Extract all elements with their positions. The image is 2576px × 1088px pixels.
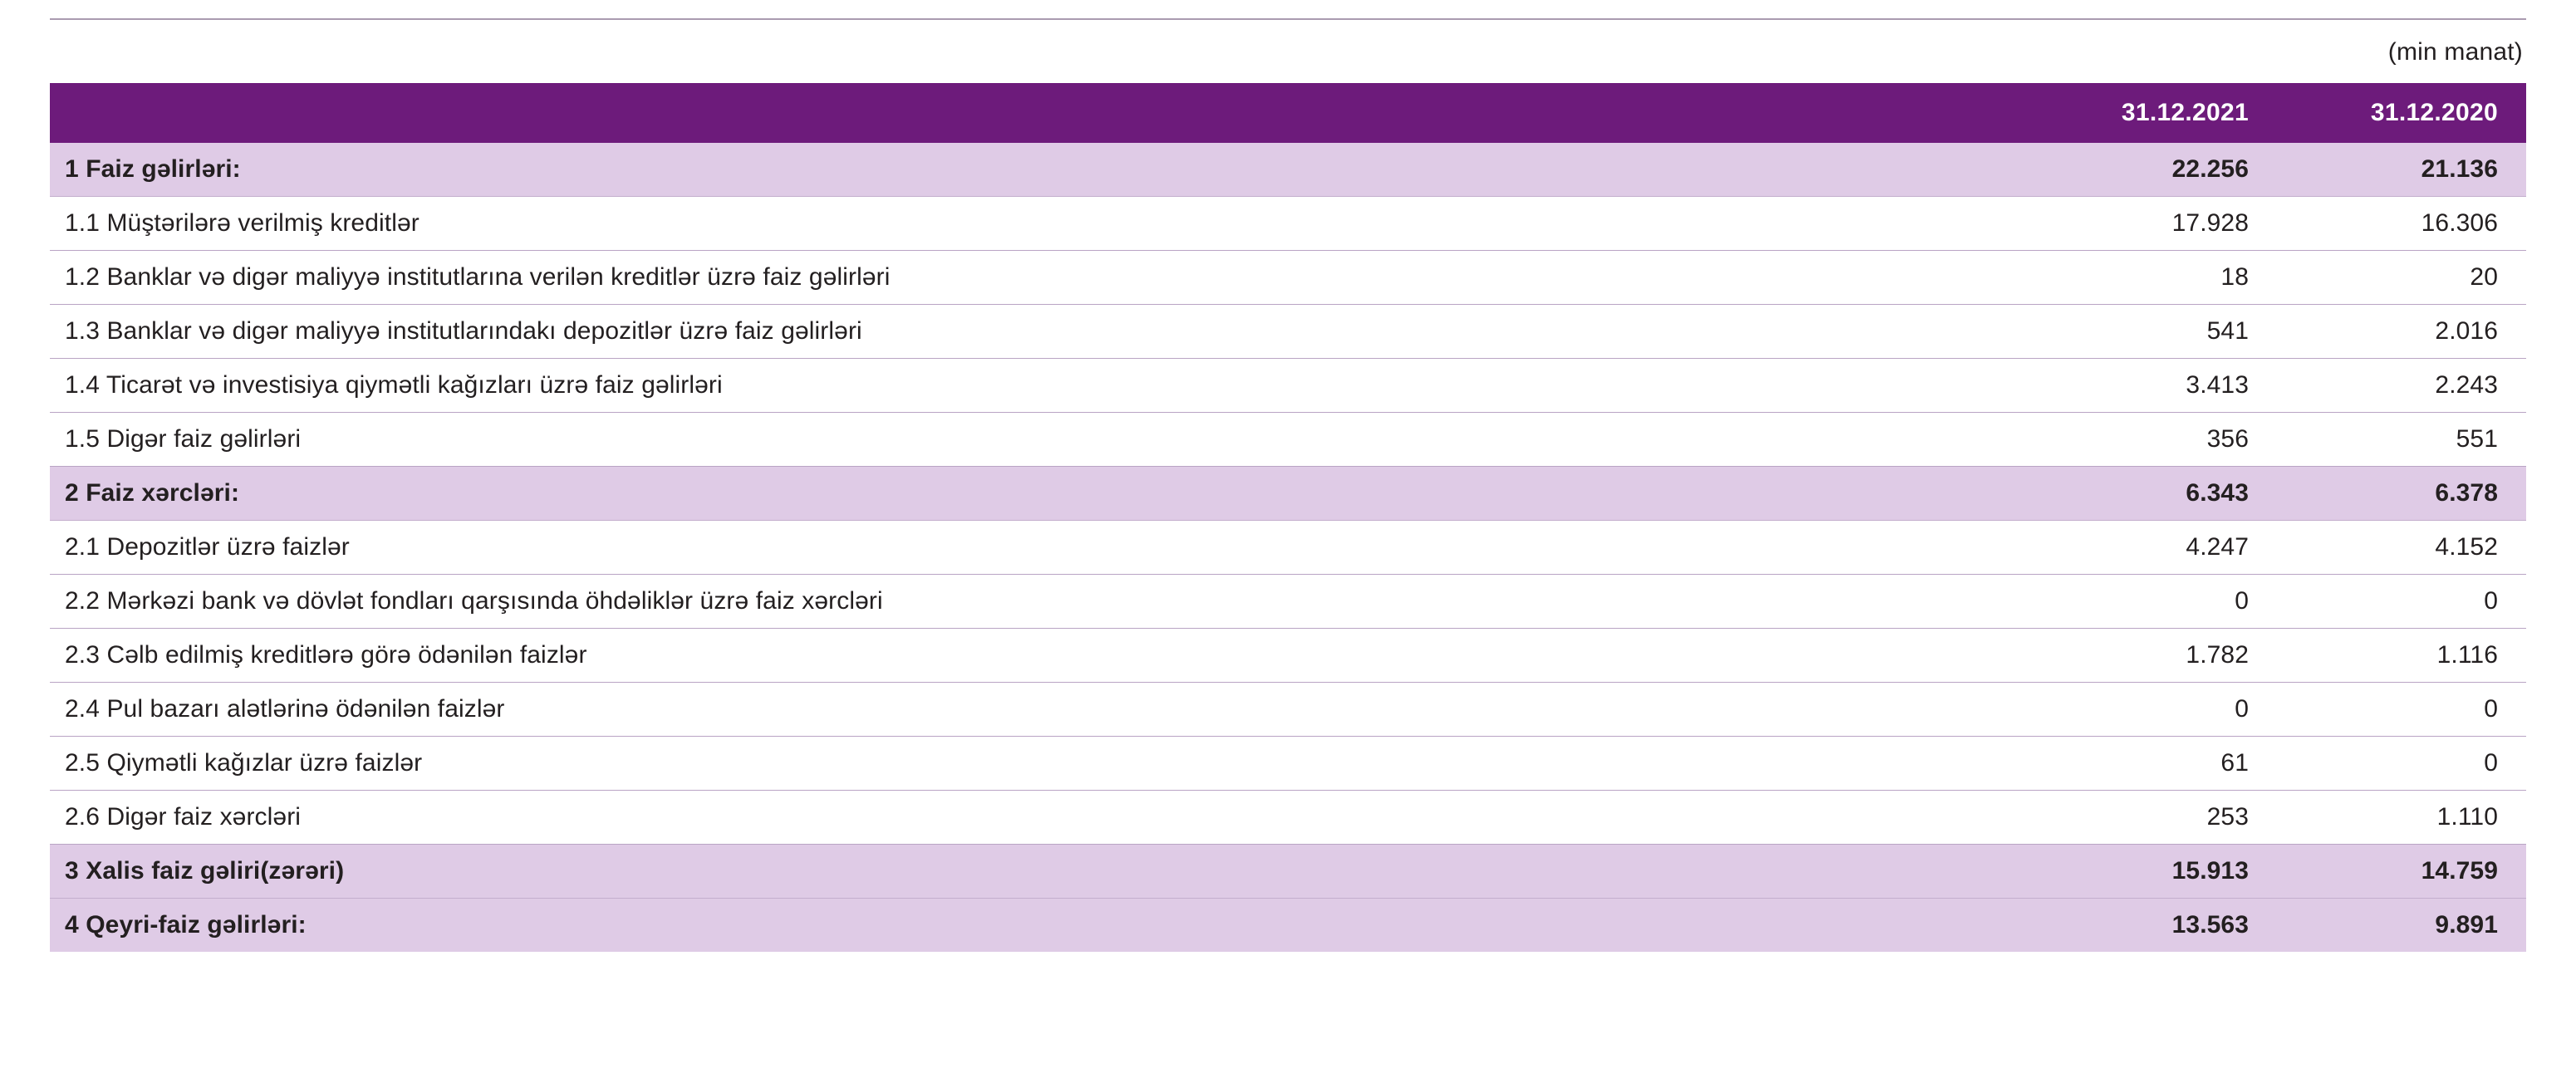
row-label: 1 Faiz gəlirləri:: [50, 143, 2028, 197]
table-row: [50, 251, 2526, 305]
row-label: 2 Faiz xərcləri:: [50, 467, 2028, 521]
table-row: [50, 845, 2526, 899]
top-divider: [50, 18, 2526, 20]
row-value-2020: 16.306: [2277, 197, 2526, 251]
row-value-2020: 1.116: [2277, 629, 2526, 683]
row-value-2021: 18: [2028, 251, 2277, 305]
row-label: 1.2 Banklar və digər maliyyə institutlarına verilən kreditlər üzrə faiz gəlirləri: [50, 251, 2028, 305]
row-value-2020: 1.110: [2277, 791, 2526, 845]
row-label: 1.4 Ticarət və investisiya qiymətli kağızları üzrə faiz gəlirləri: [50, 359, 2028, 413]
unit-note: (min manat): [2387, 38, 2523, 66]
table-row: [50, 521, 2526, 575]
row-label: 2.6 Digər faiz xərcləri: [50, 791, 2028, 845]
row-value-2021: 356: [2028, 413, 2277, 467]
table-row: [50, 899, 2526, 953]
row-label: 4 Qeyri-faiz gəlirləri:: [50, 899, 2028, 953]
row-label: 2.4 Pul bazarı alətlərinə ödənilən faizlər: [50, 683, 2028, 737]
table-row: [50, 683, 2526, 737]
row-value-2021: 13.563: [2028, 899, 2277, 953]
table-row: [50, 359, 2526, 413]
table-row: [50, 305, 2526, 359]
row-value-2020: 9.891: [2277, 899, 2526, 953]
row-value-2021: 0: [2028, 575, 2277, 629]
row-value-2021: 15.913: [2028, 845, 2277, 899]
column-header-label: [50, 83, 2028, 143]
financial-statement-page: [0, 18, 2576, 1088]
table-row: [50, 413, 2526, 467]
row-value-2020: 0: [2277, 575, 2526, 629]
row-value-2021: 6.343: [2028, 467, 2277, 521]
table-row: [50, 791, 2526, 845]
row-value-2021: 253: [2028, 791, 2277, 845]
row-value-2021: 0: [2028, 683, 2277, 737]
table-row: [50, 629, 2526, 683]
row-label: 2.1 Depozitlər üzrə faizlər: [50, 521, 2028, 575]
row-label: 2.2 Mərkəzi bank və dövlət fondları qarşısında öhdəliklər üzrə faiz xərcləri: [50, 575, 2028, 629]
row-value-2021: 3.413: [2028, 359, 2277, 413]
row-label: 2.5 Qiymətli kağızlar üzrə faizlər: [50, 737, 2028, 791]
row-value-2021: 17.928: [2028, 197, 2277, 251]
row-value-2020: 14.759: [2277, 845, 2526, 899]
table-row: [50, 143, 2526, 197]
row-value-2020: 0: [2277, 737, 2526, 791]
row-value-2020: 20: [2277, 251, 2526, 305]
column-header-2020: 31.12.2020: [2277, 83, 2526, 143]
table-row: [50, 737, 2526, 791]
row-label: 1.5 Digər faiz gəlirləri: [50, 413, 2028, 467]
row-value-2020: 6.378: [2277, 467, 2526, 521]
row-value-2021: 1.782: [2028, 629, 2277, 683]
row-label: 2.3 Cəlb edilmiş kreditlərə görə ödənilən faizlər: [50, 629, 2028, 683]
interest-income-expense-table: [50, 83, 2526, 952]
row-value-2020: 0: [2277, 683, 2526, 737]
row-label: 3 Xalis faiz gəliri(zərəri): [50, 845, 2028, 899]
row-value-2020: 2.016: [2277, 305, 2526, 359]
row-label: 1.3 Banklar və digər maliyyə institutlarındakı depozitlər üzrə faiz gəlirləri: [50, 305, 2028, 359]
table-row: [50, 575, 2526, 629]
column-header-2021: 31.12.2021: [2028, 83, 2277, 143]
table-row: [50, 197, 2526, 251]
table-header: [50, 83, 2526, 143]
row-value-2021: 22.256: [2028, 143, 2277, 197]
row-value-2021: 4.247: [2028, 521, 2277, 575]
row-value-2020: 2.243: [2277, 359, 2526, 413]
table-row: [50, 467, 2526, 521]
row-value-2021: 61: [2028, 737, 2277, 791]
row-value-2020: 21.136: [2277, 143, 2526, 197]
table-body: [50, 143, 2526, 952]
table-header-row: [50, 83, 2526, 143]
row-label: 1.1 Müştərilərə verilmiş kreditlər: [50, 197, 2028, 251]
row-value-2021: 541: [2028, 305, 2277, 359]
row-value-2020: 551: [2277, 413, 2526, 467]
row-value-2020: 4.152: [2277, 521, 2526, 575]
